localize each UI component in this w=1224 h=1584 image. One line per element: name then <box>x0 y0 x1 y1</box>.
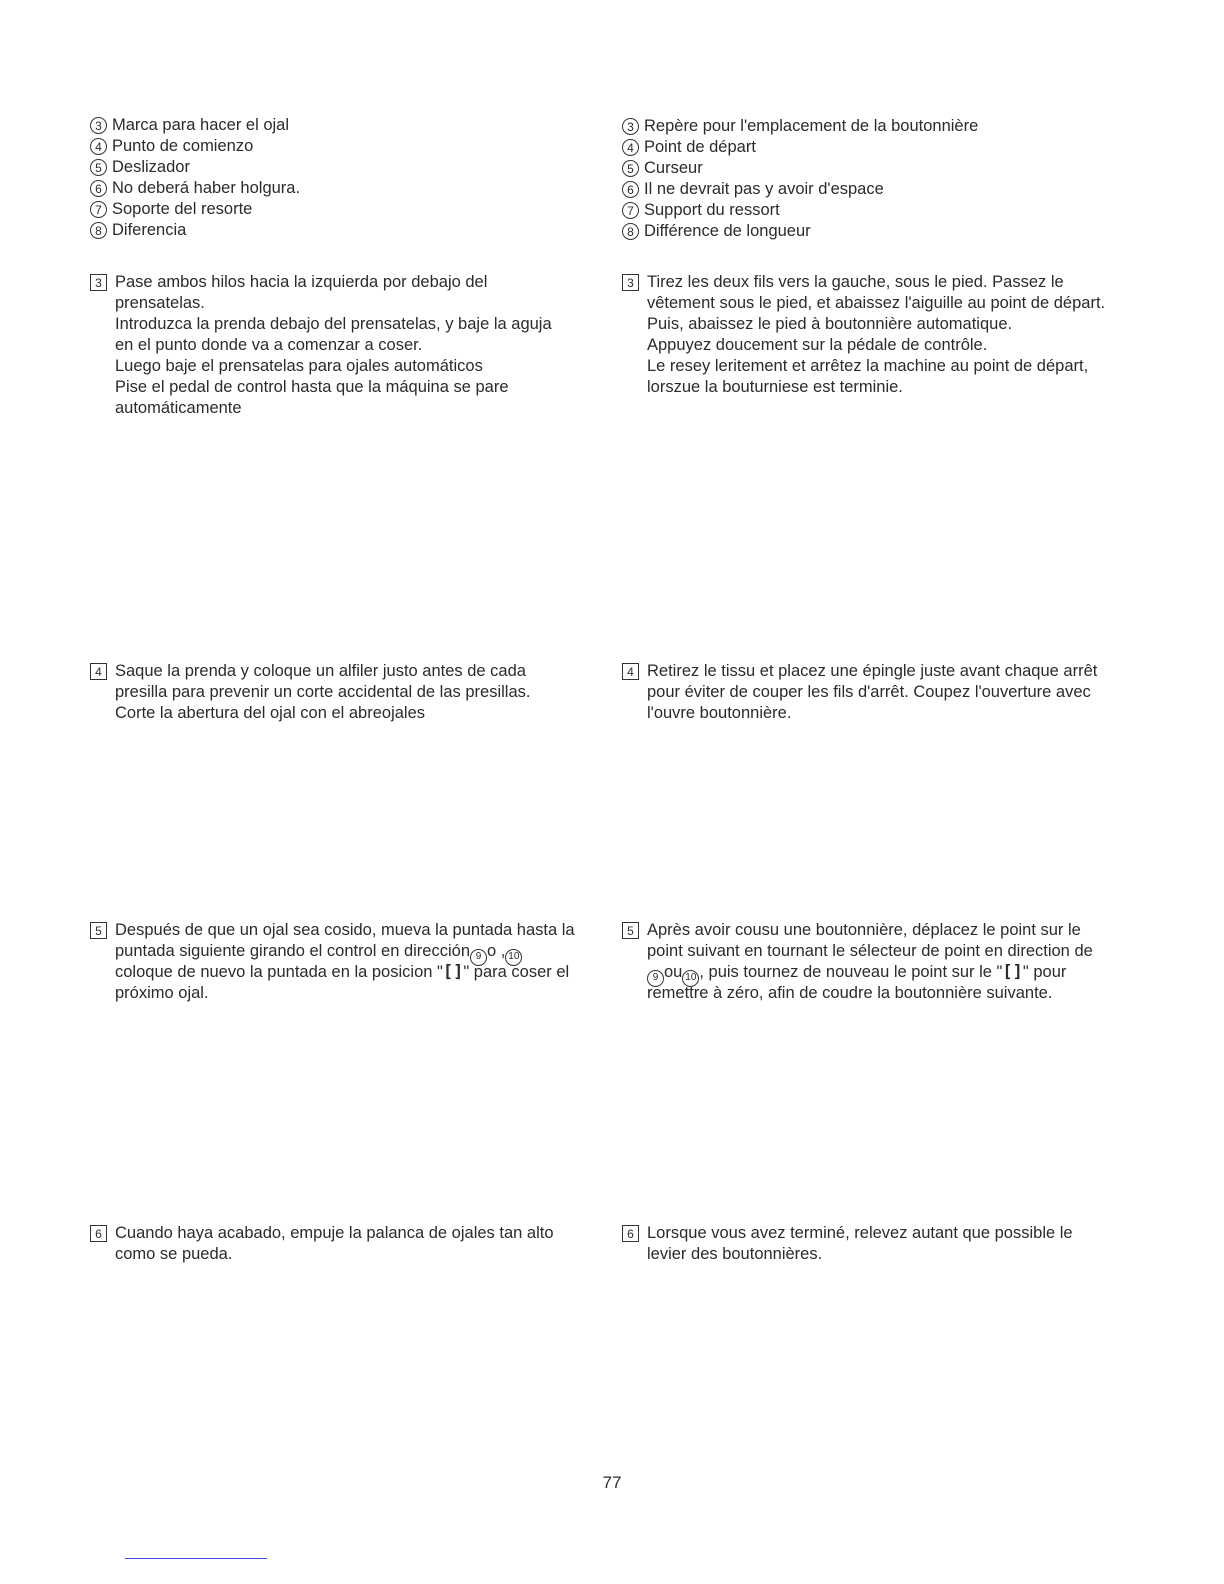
legend-item <box>90 115 300 136</box>
step-number-box: 3 <box>90 274 107 291</box>
text-line: Luego baje el prensatelas para ojales automáticos <box>115 357 483 375</box>
text-fragment: coloque de nuevo la puntada en la posicion " <box>115 963 443 981</box>
circled-number: 3 <box>90 117 107 134</box>
text-line: Cuando haya acabado, empuje la palanca de ojales tan alto <box>115 1224 554 1242</box>
text-line: Introduzca la prenda debajo del prensatelas, y baje la aguja <box>115 315 552 333</box>
step-number-box: 6 <box>622 1225 639 1242</box>
legend-text: Support du ressort <box>644 201 780 219</box>
text-line: point suivant en tournant le sélecteur de point en direction de <box>647 942 1093 960</box>
legend-text: Diferencia <box>112 221 187 239</box>
step-number-box: 4 <box>622 663 639 680</box>
step-text <box>115 661 530 724</box>
text-line: Le resey leritement et arrêtez la machine au point de départ, <box>647 357 1089 375</box>
text-fragment: " pour <box>1022 963 1067 981</box>
legend-text: Différence de longueur <box>644 222 811 240</box>
text-line: próximo ojal. <box>115 984 209 1002</box>
step-text <box>647 661 1097 724</box>
circled-number: 3 <box>622 118 639 135</box>
circled-number: 9 <box>470 949 487 966</box>
circled-number: 10 <box>682 970 699 987</box>
text-line <box>647 962 1093 983</box>
legend-item <box>622 179 978 200</box>
text-line: Corte la abertura del ojal con el abreojales <box>115 704 426 722</box>
step-6-es <box>90 1223 554 1265</box>
legend-item <box>622 200 978 221</box>
text-line: pour éviter de couper les fils d'arrêt. Coupez l'ouverture avec <box>647 683 1091 701</box>
legend-text: Marca para hacer el ojal <box>112 116 290 134</box>
legend-text: Soporte del resorte <box>112 200 253 218</box>
step-text <box>115 272 552 419</box>
legend-item <box>90 136 300 157</box>
legend-es <box>90 115 300 241</box>
text-line: vêtement sous le pied, et abaissez l'aiguille au point de départ. <box>647 294 1106 312</box>
text-line: Lorsque vous avez terminé, relevez autant que possible le <box>647 1224 1073 1242</box>
step-text <box>647 272 1105 398</box>
step-text <box>115 920 575 1004</box>
legend-text: Point de départ <box>644 138 756 156</box>
bracket-symbol: [] <box>442 962 464 982</box>
circled-number: 7 <box>90 201 107 218</box>
legend-text: Deslizador <box>112 158 190 176</box>
text-line: Après avoir cousu une boutonnière, déplacez le point sur le <box>647 921 1081 939</box>
step-number-box: 3 <box>622 274 639 291</box>
step-6-fr <box>622 1223 1073 1265</box>
step-3-fr <box>622 272 1105 398</box>
circled-number: 4 <box>90 138 107 155</box>
legend-item <box>90 178 300 199</box>
circled-number: 8 <box>622 223 639 240</box>
circled-number: 8 <box>90 222 107 239</box>
text-line: Pase ambos hilos hacia la izquierda por debajo del <box>115 273 488 291</box>
step-number-box: 5 <box>90 922 107 939</box>
step-text <box>647 920 1093 1004</box>
legend-fr <box>622 116 978 242</box>
text-line: Retirez le tissu et placez une épingle juste avant chaque arrêt <box>647 662 1098 680</box>
text-line <box>115 941 575 962</box>
legend-item <box>622 158 978 179</box>
circled-number: 5 <box>622 160 639 177</box>
legend-item <box>622 116 978 137</box>
text-line <box>115 962 575 983</box>
step-3-es <box>90 272 552 419</box>
text-line: remettre à zéro, afin de coudre la boutonnière suivante. <box>647 984 1053 1002</box>
text-fragment: o , <box>487 942 506 960</box>
step-text <box>647 1223 1073 1265</box>
text-fragment: , puis tournez de nouveau le point sur le " <box>699 963 1003 981</box>
legend-text: Curseur <box>644 159 703 177</box>
text-fragment: ou <box>664 963 683 981</box>
text-line: automáticamente <box>115 399 242 417</box>
legend-text: Repère pour l'emplacement de la boutonnière <box>644 117 979 135</box>
circled-number: 7 <box>622 202 639 219</box>
step-text <box>115 1223 554 1265</box>
text-line: Tirez les deux fils vers la gauche, sous le pied. Passez le <box>647 273 1064 291</box>
step-5-es <box>90 920 575 1004</box>
text-line: Puis, abaissez le pied à boutonnière automatique. <box>647 315 1013 333</box>
text-line: en el punto donde va a comenzar a coser. <box>115 336 423 354</box>
step-5-fr <box>622 920 1093 1004</box>
circled-number: 5 <box>90 159 107 176</box>
circled-number: 6 <box>622 181 639 198</box>
step-4-fr <box>622 661 1097 724</box>
legend-item <box>90 199 300 220</box>
legend-item <box>90 157 300 178</box>
legend-item <box>622 137 978 158</box>
text-line: Pise el pedal de control hasta que la máquina se pare <box>115 378 509 396</box>
bracket-symbol: [] <box>1002 962 1023 982</box>
text-line: Después de que un ojal sea cosido, mueva la puntada hasta la <box>115 921 575 939</box>
legend-item <box>90 220 300 241</box>
text-fragment: " para coser el <box>463 963 570 981</box>
circled-number: 10 <box>505 949 522 966</box>
circled-number: 6 <box>90 180 107 197</box>
circled-number: 9 <box>647 970 664 987</box>
text-line: como se pueda. <box>115 1245 233 1263</box>
circled-number: 4 <box>622 139 639 156</box>
legend-text: Il ne devrait pas y avoir d'espace <box>644 180 884 198</box>
legend-item <box>622 221 978 242</box>
text-fragment: puntada siguiente girando el control en dirección <box>115 942 470 960</box>
step-number-box: 5 <box>622 922 639 939</box>
legend-text: Punto de comienzo <box>112 137 254 155</box>
text-line: Appuyez doucement sur la pédale de contrôle. <box>647 336 988 354</box>
page-number: 77 <box>602 1473 622 1492</box>
text-line: Saque la prenda y coloque un alfiler justo antes de cada <box>115 662 526 680</box>
text-line: presilla para prevenir un corte accidental de las presillas. <box>115 683 531 701</box>
legend-text: No deberá haber holgura. <box>112 179 301 197</box>
bottom-divider <box>125 1558 267 1559</box>
step-number-box: 4 <box>90 663 107 680</box>
text-line: l'ouvre boutonnière. <box>647 704 792 722</box>
text-line: lorszue la bouturniese est terminie. <box>647 378 903 396</box>
text-line: prensatelas. <box>115 294 205 312</box>
step-number-box: 6 <box>90 1225 107 1242</box>
text-line: levier des boutonnières. <box>647 1245 823 1263</box>
step-4-es <box>90 661 530 724</box>
